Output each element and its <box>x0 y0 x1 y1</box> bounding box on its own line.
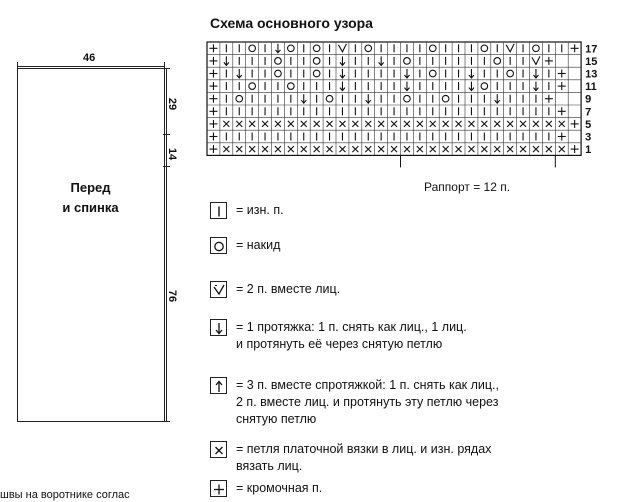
legend-k2tog-text: = 2 п. вместе лиц. <box>236 282 341 296</box>
front-back-panel <box>17 68 165 422</box>
row-number: 11 <box>585 81 597 94</box>
row-number: 13 <box>585 68 598 81</box>
width-label: 46 <box>83 52 96 64</box>
rapport-label: Раппорт = 12 п. <box>424 180 511 194</box>
bottom-note: швы на воротнике соглас <box>0 489 130 501</box>
stitch-chart <box>205 40 615 175</box>
dim-label-14: 14 <box>166 147 179 161</box>
garter-icon <box>210 441 227 458</box>
legend-selvage-text: = кромочная п. <box>236 481 323 495</box>
yarn-over-icon <box>210 237 227 254</box>
selvage-icon <box>210 480 227 497</box>
chart-title: Схема основного узора <box>210 15 373 31</box>
panel-title: Перед и спинка <box>62 180 119 215</box>
legend-yarn-over-text: = накид <box>236 238 281 252</box>
k2tog-icon <box>210 281 227 298</box>
legend-ssk-text: = 1 протяжка: 1 п. снять как лиц., 1 лиц. и протянуть её через снятую петлю <box>236 320 467 351</box>
legend-garter-text: = петля платочной вязки в лиц. и изн. рядах вязать лиц. <box>236 442 492 473</box>
row-number: 7 <box>585 106 592 119</box>
sk2p-icon <box>210 377 227 394</box>
purl-icon <box>210 202 227 219</box>
width-dimension-line <box>17 66 165 67</box>
row-number: 3 <box>585 131 592 144</box>
height-dimension-line <box>166 68 167 422</box>
row-number: 9 <box>585 93 592 106</box>
legend-purl-text: = изн. п. <box>236 203 284 217</box>
dim-label-29: 29 <box>166 97 179 111</box>
row-number: 17 <box>585 43 598 56</box>
row-number: 15 <box>585 55 598 68</box>
row-number: 5 <box>585 118 592 131</box>
dim-label-76: 76 <box>166 289 179 303</box>
legend-sk2p-text: = 3 п. вместе спротяжкой: 1 п. снять как лиц., 2 п. вместе лиц. и протянуть эту петлю через снятую петлю <box>236 378 500 426</box>
ssk-icon <box>210 319 227 336</box>
row-number: 1 <box>585 144 592 157</box>
